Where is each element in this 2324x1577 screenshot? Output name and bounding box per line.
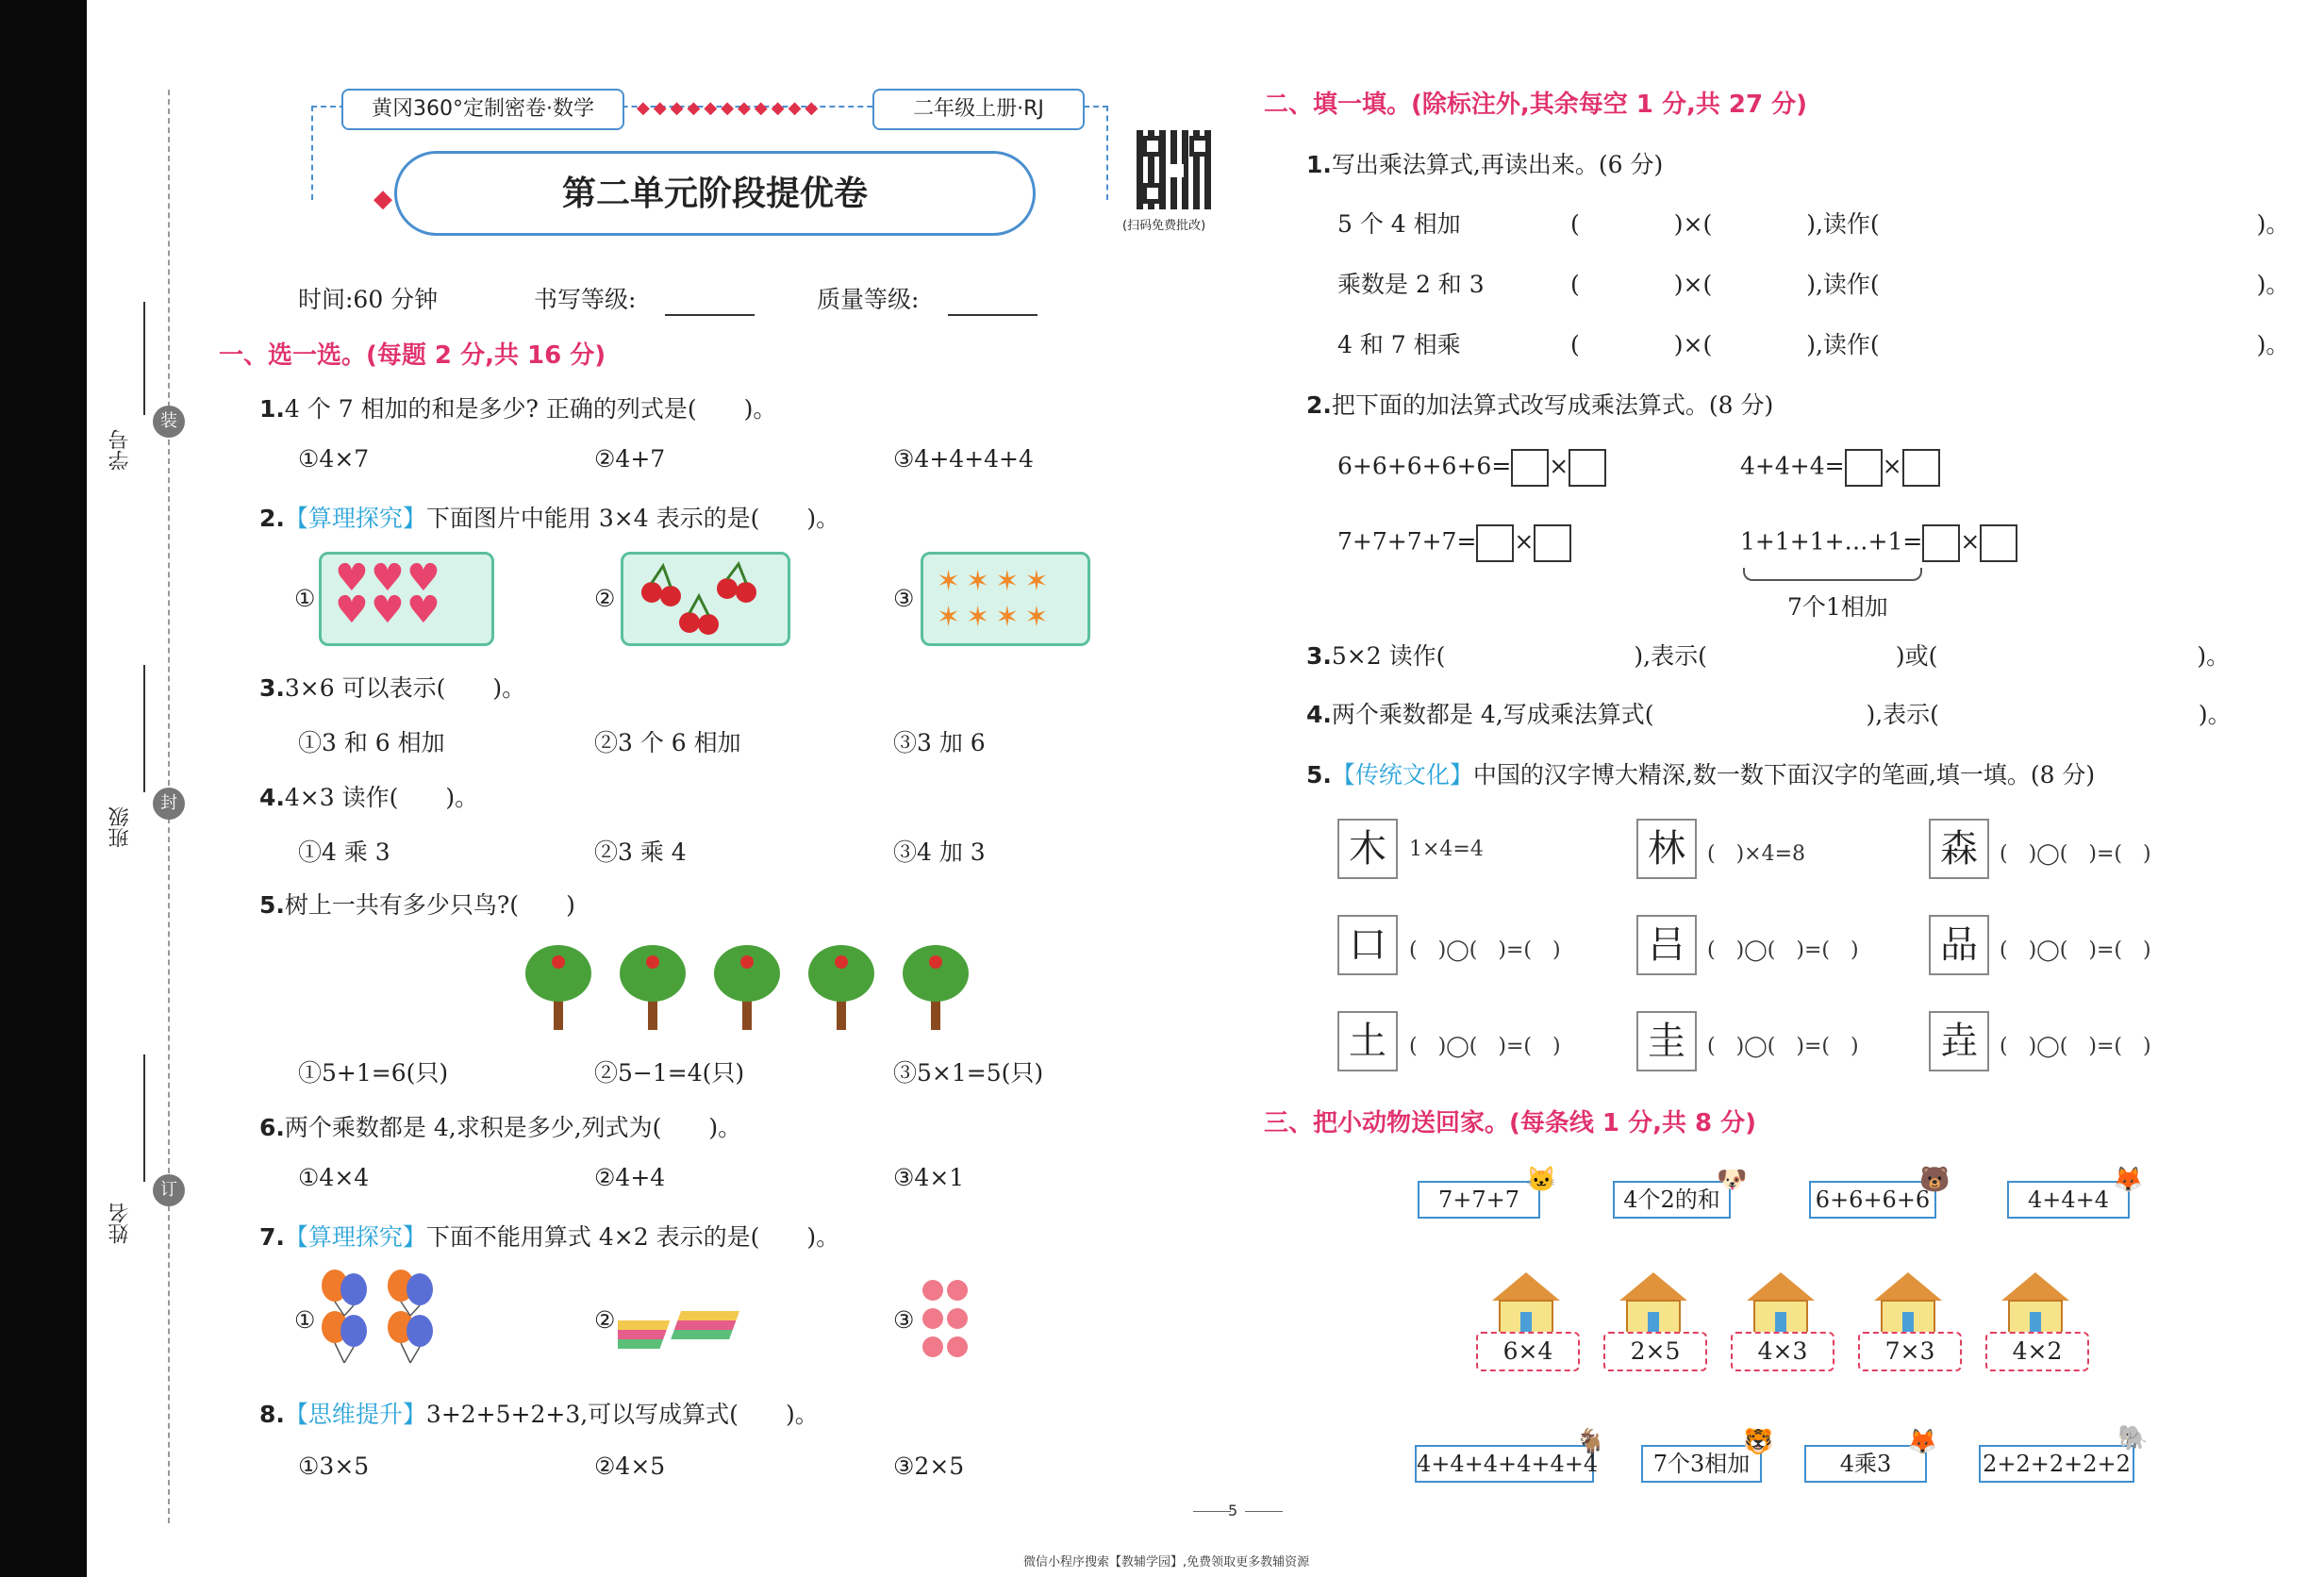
- hanzi-kou: 口: [1337, 915, 1398, 975]
- stars-picture: [921, 552, 1090, 646]
- q1-8-text: 3+2+5+2+3,可以写成算式( )。: [425, 1401, 819, 1428]
- dog-icon: 🐶: [1717, 1166, 1748, 1194]
- q2-4-number: 4.: [1306, 701, 1332, 728]
- q2-4: [1306, 696, 2232, 730]
- hanzi-pin-equation[interactable]: ( )◯( )=( ): [2000, 938, 2151, 962]
- times-sign: ×: [1514, 527, 1535, 556]
- q2-1-row1-blanks[interactable]: ( )×( ),读作( )。: [1570, 210, 2290, 238]
- quality-grade-blank[interactable]: [948, 314, 1038, 316]
- grade-label: 二年级上册·RJ: [872, 89, 1085, 130]
- fox-icon: 🦊: [2113, 1166, 2144, 1194]
- q2-3-number: 3.: [1306, 642, 1332, 670]
- q1-2-number: 2.: [259, 505, 285, 532]
- times-sign: ×: [1549, 452, 1569, 480]
- heart-icon: ♥: [371, 589, 405, 632]
- animal-card-dog[interactable]: 4个2的和: [1613, 1181, 1731, 1219]
- q2-1-row1-label: 5 个 4 相加: [1337, 210, 1461, 238]
- fox-icon: 🦊: [1907, 1428, 1938, 1456]
- book-stack-icon: [671, 1311, 739, 1339]
- house-card-5[interactable]: 4×2: [1985, 1332, 2089, 1371]
- q1-8-option-a[interactable]: ①3×5: [298, 1452, 370, 1480]
- q1-4-option-b[interactable]: ②3 乘 4: [594, 838, 687, 866]
- q2-1-text: 写出乘法算式,再读出来。(6 分): [1331, 151, 1664, 178]
- hanzi-sen: 森: [1929, 819, 1989, 879]
- name-line: [143, 1054, 145, 1182]
- q1-1: [259, 390, 776, 424]
- q1-4: [259, 779, 478, 813]
- q2-2-expr4: [1740, 524, 2017, 562]
- q1-3-option-a[interactable]: ①3 和 6 相加: [298, 729, 445, 756]
- page-rule-right: [1245, 1511, 1283, 1512]
- seal-mark-1: 装: [153, 406, 185, 438]
- page-rule-left: [1193, 1511, 1231, 1512]
- q2-4-text[interactable]: 两个乘数都是 4,写成乘法算式( ),表示( )。: [1331, 701, 2232, 728]
- q1-6-option-c[interactable]: ③4×1: [893, 1164, 965, 1191]
- heart-icon: ♥: [407, 589, 440, 632]
- q1-3-option-c[interactable]: ③3 加 6: [893, 729, 986, 756]
- q1-8-option-b[interactable]: ②4×5: [594, 1452, 666, 1480]
- house-icon: [1870, 1269, 1946, 1335]
- qr-caption: (扫码免费批改): [1122, 219, 1206, 233]
- q2-3-text[interactable]: 5×2 读作( ),表示( )或( )。: [1331, 642, 2231, 670]
- series-label: 黄冈360°定制密卷·数学: [341, 89, 624, 130]
- q1-5: [259, 887, 575, 921]
- q1-1-option-c[interactable]: ③4+4+4+4: [893, 445, 1034, 473]
- times-sign: ×: [1882, 452, 1902, 480]
- balloons-picture: [316, 1269, 448, 1368]
- q1-4-option-c[interactable]: ③4 加 3: [893, 838, 986, 866]
- q1-8: [259, 1396, 819, 1430]
- answer-box[interactable]: [1845, 449, 1883, 487]
- footer-note: 微信小程序搜索【教辅学园】,免费领取更多教辅资源: [1023, 1555, 1310, 1569]
- answer-box[interactable]: [1534, 524, 1571, 562]
- q1-7-option-c[interactable]: ③: [893, 1306, 915, 1334]
- balloon-icon: [388, 1270, 433, 1347]
- seal-mark-3: 订: [153, 1174, 185, 1206]
- hearts-picture: [319, 552, 494, 646]
- cat-icon: 🐱: [1526, 1166, 1557, 1194]
- q2-2-expr3-text: 7+7+7+7=: [1337, 527, 1477, 556]
- title-diamond-left: ◆: [374, 185, 392, 213]
- q1-2-tag: 【算理探究】: [284, 505, 426, 532]
- hanzi-yao-equation[interactable]: ( )◯( )=( ): [2000, 1035, 2151, 1058]
- q1-5-number: 5.: [259, 891, 285, 919]
- q2-3: [1306, 638, 2230, 672]
- q1-8-option-c[interactable]: ③2×5: [893, 1452, 965, 1480]
- q2-2-expr1: [1337, 449, 1606, 487]
- hanzi-yao: 垚: [1929, 1011, 1989, 1071]
- section3-heading: 三、把小动物送回家。(每条线 1 分,共 8 分): [1264, 1109, 1757, 1137]
- seal-mark-2: 封: [153, 788, 185, 820]
- heart-icon: ♥: [335, 589, 369, 632]
- hanzi-lv: 吕: [1636, 915, 1697, 975]
- heart-icon: ♥: [335, 556, 369, 600]
- star-icon: ✶✶✶✶: [937, 601, 1054, 634]
- balloon-icon: [322, 1270, 367, 1347]
- q1-8-tag: 【思维提升】: [284, 1401, 426, 1428]
- cherries-icon: [623, 555, 788, 643]
- q1-3-text: 3×6 可以表示( )。: [284, 674, 526, 702]
- house-card-1[interactable]: 6×4: [1476, 1332, 1580, 1371]
- heart-icon: ♥: [371, 556, 405, 600]
- hanzi-pin: 品: [1929, 915, 1989, 975]
- q2-1: [1306, 146, 1663, 180]
- quality-grade-label: 质量等级:: [817, 286, 920, 313]
- q1-8-number: 8.: [259, 1401, 285, 1428]
- books-picture: [618, 1283, 759, 1358]
- q1-7: [259, 1219, 839, 1253]
- cherries-picture: [621, 552, 790, 646]
- animal-card-fox-2[interactable]: 4乘3: [1804, 1445, 1927, 1483]
- q2-5-number: 5.: [1306, 761, 1332, 788]
- house-icon: [1998, 1269, 2073, 1335]
- q2-1-row3-label: 4 和 7 相乘: [1337, 331, 1461, 358]
- q2-1-row2-label: 乘数是 2 和 3: [1337, 271, 1485, 298]
- student-no-label: 学号: [108, 429, 132, 471]
- hanzi-lin-equation[interactable]: ( )×4=8: [1707, 842, 1806, 866]
- answer-box[interactable]: [1476, 524, 1514, 562]
- q1-5-option-c[interactable]: ③5×1=5(只): [893, 1059, 1044, 1087]
- house-icon: [1616, 1269, 1691, 1335]
- tree-icon: [808, 945, 874, 1030]
- hanzi-tu-equation[interactable]: ( )◯( )=( ): [1409, 1035, 1561, 1058]
- q2-5: [1306, 756, 2095, 790]
- q2-2-expr4-text: 1+1+1+…+1=: [1740, 527, 1923, 556]
- q1-5-text: 树上一共有多少只鸟?( ): [284, 891, 575, 919]
- q2-2-number: 2.: [1306, 391, 1332, 419]
- section1-heading: 一、选一选。(每题 2 分,共 16 分): [219, 341, 606, 370]
- hanzi-kou-equation[interactable]: ( )◯( )=( ): [1409, 938, 1561, 962]
- elephant-icon: 🐘: [2117, 1424, 2149, 1452]
- q1-6-text: 两个乘数都是 4,求积是多少,列式为( )。: [284, 1114, 742, 1141]
- brace-line: [1743, 568, 1922, 581]
- tiger-icon: 🐯: [1743, 1428, 1774, 1456]
- q1-7-tag: 【算理探究】: [284, 1223, 426, 1251]
- q2-2-expr2-text: 4+4+4=: [1740, 452, 1845, 480]
- tree-icon: [525, 945, 591, 1030]
- house-icon: [1488, 1269, 1564, 1335]
- q2-2: [1306, 387, 1773, 421]
- student-no-line: [143, 302, 145, 415]
- section2-heading: 二、填一填。(除标注外,其余每空 1 分,共 27 分): [1264, 91, 1807, 119]
- class-line: [143, 665, 145, 792]
- q1-6-number: 6.: [259, 1114, 285, 1141]
- answer-box[interactable]: [1569, 449, 1606, 487]
- qr-code-icon[interactable]: [1137, 130, 1216, 209]
- hanzi-sen-equation[interactable]: ( )◯( )=( ): [2000, 842, 2151, 866]
- q1-6: [259, 1109, 741, 1143]
- q1-4-option-a[interactable]: ①4 乘 3: [298, 838, 390, 866]
- q1-3: [259, 670, 525, 704]
- q1-7-option-b[interactable]: ②: [594, 1306, 616, 1334]
- peaches-picture: [920, 1273, 976, 1368]
- bear-icon: 🐻: [1919, 1166, 1950, 1194]
- tree-icon: [714, 945, 780, 1030]
- animal-card-bear[interactable]: 6+6+6+6: [1809, 1181, 1936, 1219]
- q2-1-row2-blanks[interactable]: ( )×( ),读作( )。: [1570, 271, 2290, 298]
- q2-2-expr2: [1740, 449, 1940, 487]
- hanzi-gui: 圭: [1636, 1011, 1697, 1071]
- hanzi-tu: 土: [1337, 1011, 1398, 1071]
- animal-card-tiger[interactable]: 7个3相加: [1641, 1445, 1762, 1483]
- tree-icon: [620, 945, 686, 1030]
- answer-box[interactable]: [1902, 449, 1940, 487]
- q1-3-number: 3.: [259, 674, 285, 702]
- heart-icon: ♥: [407, 556, 440, 600]
- page-number: 5: [1228, 1502, 1238, 1519]
- hanzi-mu: 木: [1337, 819, 1398, 879]
- peach-icon: [922, 1280, 968, 1357]
- q2-1-row3-blanks[interactable]: ( )×( ),读作( )。: [1570, 331, 2290, 358]
- q1-1-option-b[interactable]: ②4+7: [594, 445, 666, 473]
- q2-5-text: 中国的汉字博大精深,数一数下面汉字的笔画,填一填。(8 分): [1472, 761, 2096, 788]
- scan-black-edge: [0, 0, 87, 1577]
- q1-6-option-b[interactable]: ②4+4: [594, 1164, 666, 1191]
- house-card-3[interactable]: 4×3: [1731, 1332, 1834, 1371]
- q2-1-number: 1.: [1306, 151, 1332, 178]
- q1-7-number: 7.: [259, 1223, 285, 1251]
- q1-2-option-b[interactable]: ②: [594, 585, 616, 612]
- q2-2-expr3: [1337, 524, 1571, 562]
- animal-card-fox[interactable]: 4+4+4: [2007, 1181, 2130, 1219]
- q1-7-text: 下面不能用算式 4×2 表示的是( )。: [425, 1223, 840, 1251]
- times-sign: ×: [1960, 527, 1981, 556]
- goat-icon: 🐐: [1575, 1428, 1606, 1456]
- class-label: 班级: [108, 806, 132, 848]
- house-card-2[interactable]: 2×5: [1603, 1332, 1707, 1371]
- q1-1-number: 1.: [259, 395, 285, 423]
- animal-card-elephant[interactable]: 2+2+2+2+2: [1979, 1445, 2134, 1483]
- trees-with-birds-picture: [523, 934, 986, 1033]
- answer-box[interactable]: [1980, 524, 2017, 562]
- name-label: 姓名: [108, 1203, 132, 1244]
- q1-2: [259, 500, 839, 534]
- q1-1-option-a[interactable]: ①4×7: [298, 445, 370, 473]
- hanzi-gui-equation[interactable]: ( )◯( )=( ): [1707, 1035, 1859, 1058]
- writing-grade-blank[interactable]: [665, 314, 755, 316]
- q1-2-option-a[interactable]: ①: [294, 585, 316, 612]
- q1-2-option-c[interactable]: ③: [893, 585, 915, 612]
- animal-card-goat[interactable]: 4+4+4+4+4+4: [1415, 1445, 1594, 1483]
- tree-icon: [903, 945, 969, 1030]
- q1-7-option-a[interactable]: ①: [294, 1306, 316, 1334]
- book-stack-icon: [618, 1320, 670, 1349]
- house-card-4[interactable]: 7×3: [1858, 1332, 1962, 1371]
- animal-card-cat[interactable]: 7+7+7: [1418, 1181, 1540, 1219]
- q1-5-option-a[interactable]: ①5+1=6(只): [298, 1059, 449, 1087]
- answer-box[interactable]: [1511, 449, 1549, 487]
- answer-box[interactable]: [1922, 524, 1960, 562]
- writing-grade-label: 书写等级:: [534, 286, 637, 313]
- q2-2-text: 把下面的加法算式改写成乘法算式。(8 分): [1331, 391, 1774, 419]
- hanzi-lin: 林: [1636, 819, 1697, 879]
- diamond-divider: ◆◆◆◆◆◆◆◆◆◆◆: [637, 98, 822, 118]
- q1-4-text: 4×3 读作( )。: [284, 784, 479, 811]
- q1-4-number: 4.: [259, 784, 285, 811]
- hanzi-mu-equation[interactable]: 1×4=4: [1409, 838, 1484, 861]
- q1-6-option-a[interactable]: ①4×4: [298, 1164, 370, 1191]
- q1-2-text: 下面图片中能用 3×4 表示的是( )。: [425, 505, 840, 532]
- page-title: 第二单元阶段提优卷: [394, 151, 1036, 236]
- time-label: 时间:60 分钟: [298, 286, 439, 313]
- q2-2-expr1-text: 6+6+6+6+6=: [1337, 452, 1512, 480]
- brace-label: 7个1相加: [1787, 593, 1888, 621]
- star-icon: ✶✶✶✶: [937, 565, 1054, 598]
- q1-3-option-b[interactable]: ②3 个 6 相加: [594, 729, 741, 756]
- house-icon: [1743, 1269, 1818, 1335]
- q1-1-text: 4 个 7 相加的和是多少? 正确的列式是( )。: [284, 395, 777, 423]
- q1-5-option-b[interactable]: ②5−1=4(只): [594, 1059, 745, 1087]
- q2-5-tag: 【传统文化】: [1331, 761, 1473, 788]
- hanzi-lv-equation[interactable]: ( )◯( )=( ): [1707, 938, 1859, 962]
